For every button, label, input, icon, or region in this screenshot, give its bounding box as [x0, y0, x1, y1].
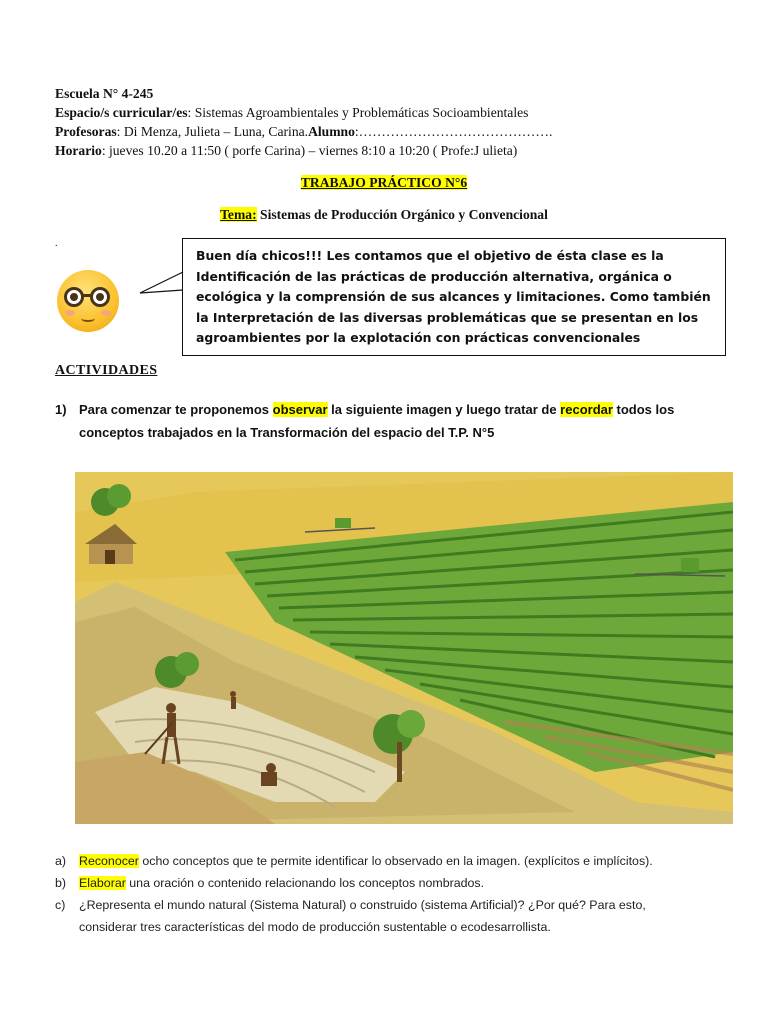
item-a-text: ocho conceptos que te permite identificar lo observado en la imagen. (explícitos e implícitos).: [138, 854, 653, 868]
left-blush: [65, 310, 75, 316]
smile: [81, 315, 95, 322]
q1-highlight-recordar: recordar: [560, 402, 613, 417]
farming-illustration: [75, 472, 733, 824]
q1-text-part-3: todos los conceptos trabajados en la Transformación del espacio del T.P. N°5: [79, 402, 675, 440]
schedule-value: : jueves 10.20 a 11:50 ( porfe Carina) – viernes 8:10 a 10:20 ( Profe:J ulieta): [101, 143, 518, 158]
glasses-left-lens: [64, 287, 84, 307]
q1-text-part-2: la siguiente imagen y luego tratar de: [327, 402, 561, 417]
item-c-label: c): [55, 898, 66, 912]
q1-text-part-1: Para comenzar te proponemos: [79, 402, 273, 417]
item-a-highlight: Reconocer: [79, 854, 139, 868]
item-c-continuation: considerar tres características del modo de producción sustentable o ecodesarrollista.: [79, 920, 551, 934]
activities-heading: ACTIVIDADES: [55, 363, 158, 378]
teachers-line: [55, 122, 552, 141]
question-1: [55, 398, 719, 444]
schedule-label: Horario: [55, 143, 102, 158]
question-1-text: [79, 398, 719, 444]
glasses-right-lens: [90, 287, 110, 307]
question-1-number: 1): [55, 402, 67, 417]
item-c-text: ¿Representa el mundo natural (Sistema Natural) o construido (sistema Artificial)? ¿Por qué? Para esto,: [79, 898, 646, 912]
q1-highlight-observar: observar: [272, 402, 328, 417]
school-name: Escuela N° 4-245: [55, 86, 154, 101]
item-a-label: a): [55, 854, 67, 868]
right-blush: [101, 310, 111, 316]
item-a: [55, 850, 653, 872]
assignment-title-row: [0, 175, 768, 191]
teachers-label: Profesoras: [55, 124, 117, 139]
item-b: [55, 872, 484, 894]
stray-dot: .: [55, 238, 58, 249]
speech-bubble-tail: [118, 270, 188, 300]
topic-label: Tema:: [220, 207, 257, 222]
curricular-space-line: [55, 103, 528, 122]
item-c: [55, 894, 646, 934]
student-value: :…………………………………….: [354, 124, 553, 139]
speech-bubble: Buen día chicos!!! Les contamos que el objetivo de ésta clase es la Identificación de las prácticas de producción alternativa, orgánica o ecológica y la comprensión de sus alcances y limitaciones. Como también la Interpretación de las diversas problemáticas que se presentan en los agroambientes por la explotación con prácticas convencionales: [182, 238, 726, 356]
nerd-face-icon: [57, 270, 119, 332]
item-b-text: una oración o contenido relacionando los conceptos nombrados.: [125, 876, 485, 890]
item-b-label: b): [55, 876, 67, 890]
student-label: Alumno: [308, 124, 355, 139]
teachers-value: : Di Menza, Julieta – Luna, Carina.: [116, 124, 309, 139]
assignment-title: TRABAJO PRÁCTICO N°6: [300, 175, 468, 190]
topic-row: [0, 207, 768, 223]
item-b-highlight: Elaborar: [79, 876, 126, 890]
schedule-line: [55, 141, 517, 160]
school-line: [55, 84, 153, 103]
topic-value: Sistemas de Producción Orgánico y Convencional: [256, 207, 548, 222]
curricular-space-value: : Sistemas Agroambientales y Problemáticas Socioambientales: [187, 105, 529, 120]
curricular-space-label: Espacio/s curricular/es: [55, 105, 188, 120]
